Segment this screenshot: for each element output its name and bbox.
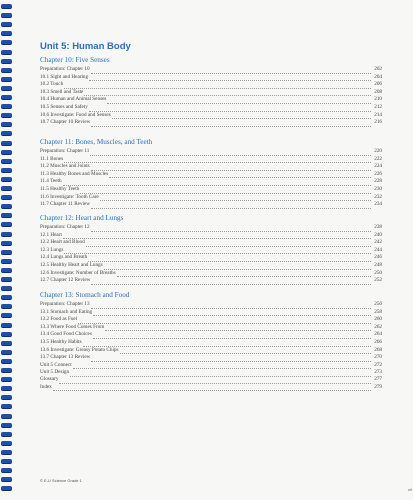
chapter-12-section (40, 213, 382, 285)
toc-entry-label: Preparation: Chapter 11 (40, 148, 90, 154)
toc-entry-label: 12.3 Lungs (40, 246, 64, 253)
toc-entry (40, 309, 382, 317)
toc-entry-label: 12.5 Healthy Heart and Lungs (40, 261, 103, 268)
toc-entry-label: 10.7 Chapter 10 Review (40, 119, 91, 126)
dot-leader (64, 248, 371, 254)
binding-ring (1, 168, 12, 172)
toc-entry (40, 112, 382, 120)
toc-entry-label: 13.2 Food as Fuel (40, 316, 78, 323)
toc-entry (40, 104, 382, 112)
toc-entry (40, 119, 382, 127)
dot-leader (107, 98, 371, 104)
toc-entry-page: 214 (374, 111, 382, 118)
binding-ring (1, 441, 12, 445)
toc-entry-page: 273 (374, 369, 382, 376)
toc-entry-label: 10.2 Touch (40, 81, 64, 88)
binding-ring (1, 222, 12, 226)
dot-leader (80, 188, 371, 194)
toc-entry-label: Preparation: Chapter 12 (40, 224, 90, 230)
toc-entry-page: 246 (374, 254, 382, 261)
toc-entry-label: 13.7 Chapter 13 Review (40, 354, 91, 361)
toc-entry (40, 232, 382, 240)
toc-entry (40, 339, 382, 347)
binding-ring (1, 377, 12, 381)
toc-entry-label: 13.6 Investigate: Greasy Potato Chips (40, 346, 119, 353)
dot-leader (63, 180, 371, 186)
dot-leader (91, 356, 371, 362)
binding-ring (1, 432, 12, 436)
dot-leader (105, 325, 371, 331)
binding-ring (1, 95, 12, 99)
toc-entry-label: 12.1 Heart (40, 231, 62, 238)
toc-entry (40, 254, 382, 262)
entry-list (40, 224, 382, 285)
toc-entry-label: Glossary (40, 376, 59, 382)
toc-entry (40, 376, 382, 384)
binding-ring (1, 213, 12, 217)
binding-ring (1, 241, 12, 245)
binding-ring (1, 404, 12, 408)
binding-ring (1, 86, 12, 90)
footer-copyright: © E-U Science Grade 1 (40, 478, 82, 483)
binding-ring (1, 104, 12, 108)
binding-ring (1, 122, 12, 126)
page-number: vii (408, 487, 412, 492)
toc-entry-page: 206 (374, 81, 382, 88)
binding-ring (1, 459, 12, 463)
binding-ring (1, 268, 12, 272)
dot-leader (91, 203, 371, 209)
toc-entry-label: 11.3 Healthy Bones and Muscles (40, 170, 109, 177)
toc-entry-page: 202 (374, 66, 382, 72)
toc-entry-page: 212 (374, 103, 382, 110)
chapter-title: Chapter 11: Bones, Muscles, and Teeth (40, 138, 153, 146)
toc-entry (40, 66, 382, 74)
chapter-title: Chapter 12: Heart and Lungs (40, 214, 124, 222)
entry-list (40, 376, 382, 391)
toc-entry-label: Preparation: Chapter 13 (40, 301, 90, 307)
toc-entry-page: 242 (374, 239, 382, 246)
toc-entry-page: 224 (374, 163, 382, 170)
toc-entry-label: 12.2 Heart and Blood (40, 239, 85, 246)
binding-ring (1, 468, 12, 472)
binding-ring (1, 195, 12, 199)
toc-entry-label: 11.1 Bones (40, 155, 64, 162)
dot-leader (88, 256, 371, 262)
toc-entry (40, 270, 382, 278)
toc-entry-page: 262 (374, 323, 382, 330)
chapter-10-section (40, 55, 382, 127)
toc-entry-page: 270 (374, 354, 382, 361)
toc-entry-label: Unit 5 Design (40, 369, 70, 376)
binding-ring (1, 277, 12, 281)
toc-entry (40, 224, 382, 232)
binding-ring (1, 40, 12, 44)
toc-entry-page: 210 (374, 96, 382, 103)
dot-leader (104, 264, 371, 270)
binding-ring (1, 131, 12, 135)
toc-entry (40, 89, 382, 97)
toc-entry-label: 10.3 Smell and Taste (40, 88, 84, 95)
dot-leader (89, 106, 371, 112)
entry-list (40, 301, 382, 377)
binding-ring (1, 477, 12, 481)
toc-entry-label: 13.4 Good Food Choices (40, 331, 92, 338)
binding-ring (1, 332, 12, 336)
toc-entry-page: 204 (374, 73, 382, 80)
binding-ring (1, 323, 12, 327)
toc-entry-page: 230 (374, 185, 382, 192)
entry-list (40, 148, 382, 209)
dot-leader (78, 318, 371, 324)
binding-ring (1, 186, 12, 190)
toc-entry-label: Index (40, 383, 52, 390)
binding-ring (1, 414, 12, 418)
toc-entry-page: 220 (374, 148, 382, 154)
toc-entry-page: 250 (374, 269, 382, 276)
binding-ring (1, 423, 12, 427)
toc-entry-page: 248 (374, 261, 382, 268)
dot-leader (91, 121, 371, 127)
binding-ring (1, 450, 12, 454)
toc-entry (40, 362, 382, 370)
dot-leader (84, 90, 371, 96)
toc-page (22, 0, 413, 500)
binding-ring (1, 4, 12, 8)
binding-ring (1, 113, 12, 117)
binding-ring (1, 177, 12, 181)
chapter-title: Chapter 13: Stomach and Food (40, 291, 130, 299)
toc-entry-page: 256 (374, 301, 382, 307)
toc-entry-label: 11.4 Teeth (40, 178, 62, 185)
dot-leader (86, 241, 371, 247)
toc-entry (40, 156, 382, 164)
binding-ring (1, 350, 12, 354)
dot-leader (91, 226, 371, 232)
toc-entry-label: 12.4 Lungs and Breath (40, 254, 88, 261)
toc-entry-label: 11.6 Investigate: Tooth Care (40, 193, 99, 200)
toc-entry (40, 354, 382, 362)
toc-entry-page: 216 (374, 119, 382, 126)
toc-entry (40, 247, 382, 255)
dot-leader (91, 303, 371, 309)
toc-entry (40, 277, 382, 285)
toc-entry-label: 10.5 Senses and Safety (40, 103, 88, 110)
dot-leader (120, 348, 371, 354)
binding-ring (1, 295, 12, 299)
toc-entry-label: 11.7 Chapter 11 Review (40, 201, 91, 208)
binding-ring (1, 150, 12, 154)
binding-ring (1, 68, 12, 72)
dot-leader (117, 271, 371, 277)
binding-ring (1, 13, 12, 17)
binding-ring (1, 486, 12, 490)
toc-entry-label: 11.2 Muscles and Joints (40, 163, 90, 170)
binding-ring (1, 313, 12, 317)
toc-entry-page: 240 (374, 231, 382, 238)
toc-entry-label: 10.4 Human and Animal Senses (40, 96, 107, 103)
dot-leader (64, 83, 371, 89)
toc-entry (40, 96, 382, 104)
toc-entry (40, 324, 382, 332)
binding-ring (1, 304, 12, 308)
chapter-13-section (40, 290, 382, 377)
toc-entry-label: 13.1 Stomach and Eating (40, 308, 93, 315)
binding-ring (1, 395, 12, 399)
toc-entry (40, 262, 382, 270)
toc-entry-label: Unit 5 Connect (40, 361, 72, 368)
spiral-binding (0, 4, 14, 496)
toc-entry (40, 186, 382, 194)
binding-ring (1, 232, 12, 236)
dot-leader (64, 157, 371, 163)
toc-entry (40, 316, 382, 324)
binding-ring (1, 286, 12, 290)
toc-entry-page: 228 (374, 178, 382, 185)
toc-entry-label: 10.1 Sight and Hearing (40, 73, 89, 80)
entry-list (40, 66, 382, 127)
binding-ring (1, 59, 12, 63)
toc-entry (40, 148, 382, 156)
chapter-11-section (40, 137, 382, 209)
toc-entry (40, 384, 382, 392)
toc-entry (40, 201, 382, 209)
toc-entry-label: 12.6 Investigate: Number of Breaths (40, 269, 116, 276)
binding-ring (1, 250, 12, 254)
toc-entry-label: 10.6 Investigate: Food and Senses (40, 111, 111, 118)
toc-entry (40, 171, 382, 179)
toc-entry-page: 272 (374, 361, 382, 368)
binding-ring (1, 359, 12, 363)
dot-leader (89, 75, 371, 81)
binding-ring (1, 31, 12, 35)
toc-entry (40, 178, 382, 186)
toc-entry-page: 222 (374, 155, 382, 162)
binding-ring (1, 77, 12, 81)
dot-leader (63, 233, 371, 239)
binding-ring (1, 159, 12, 163)
toc-entry (40, 347, 382, 355)
toc-entry-label: 12.7 Chapter 12 Review (40, 277, 91, 284)
toc-entry-page: 252 (374, 277, 382, 284)
binding-ring (1, 204, 12, 208)
dot-leader (91, 279, 371, 285)
toc-entry-label: 11.5 Healthy Teeth (40, 185, 80, 192)
binding-ring (1, 368, 12, 372)
toc-entry (40, 74, 382, 82)
binding-ring (1, 341, 12, 345)
toc-entry (40, 301, 382, 309)
dot-leader (91, 165, 371, 171)
dot-leader (90, 150, 371, 156)
toc-entry (40, 239, 382, 247)
binding-ring (1, 386, 12, 390)
toc-entry-label: 13.3 Where Food Comes From (40, 323, 105, 330)
dot-leader (109, 172, 371, 178)
toc-entry (40, 194, 382, 202)
dot-leader (83, 341, 371, 347)
toc-entry-label: 13.5 Healthy Habits (40, 338, 82, 345)
dot-leader (112, 113, 371, 119)
toc-entry (40, 331, 382, 339)
toc-entry-page: 238 (374, 224, 382, 230)
toc-entry-page: 260 (374, 316, 382, 323)
toc-entry-page: 244 (374, 246, 382, 253)
toc-entry-page: 268 (374, 346, 382, 353)
toc-entry-page: 264 (374, 331, 382, 338)
toc-entry (40, 163, 382, 171)
binding-ring (1, 22, 12, 26)
toc-entry-page: 279 (374, 383, 382, 390)
toc-entry-page: 232 (374, 193, 382, 200)
dot-leader (53, 385, 371, 391)
binding-ring (1, 50, 12, 54)
chapter-title: Chapter 10: Five Senses (40, 56, 110, 64)
dot-leader (73, 363, 371, 369)
dot-leader (93, 310, 371, 316)
toc-entry-label: Preparation: Chapter 10 (40, 66, 90, 72)
toc-entry-page: 277 (374, 376, 382, 382)
toc-entry-page: 208 (374, 88, 382, 95)
dot-leader (100, 195, 371, 201)
toc-entry-page: 266 (374, 338, 382, 345)
toc-entry-page: 226 (374, 170, 382, 177)
dot-leader (93, 333, 371, 339)
unit-title: Unit 5: Human Body (40, 41, 131, 52)
dot-leader (59, 378, 371, 384)
back-matter-section (40, 376, 382, 391)
toc-entry-page: 258 (374, 308, 382, 315)
binding-ring (1, 259, 12, 263)
binding-ring (1, 141, 12, 145)
toc-entry-page: 234 (374, 201, 382, 208)
toc-entry (40, 81, 382, 89)
dot-leader (91, 68, 371, 74)
